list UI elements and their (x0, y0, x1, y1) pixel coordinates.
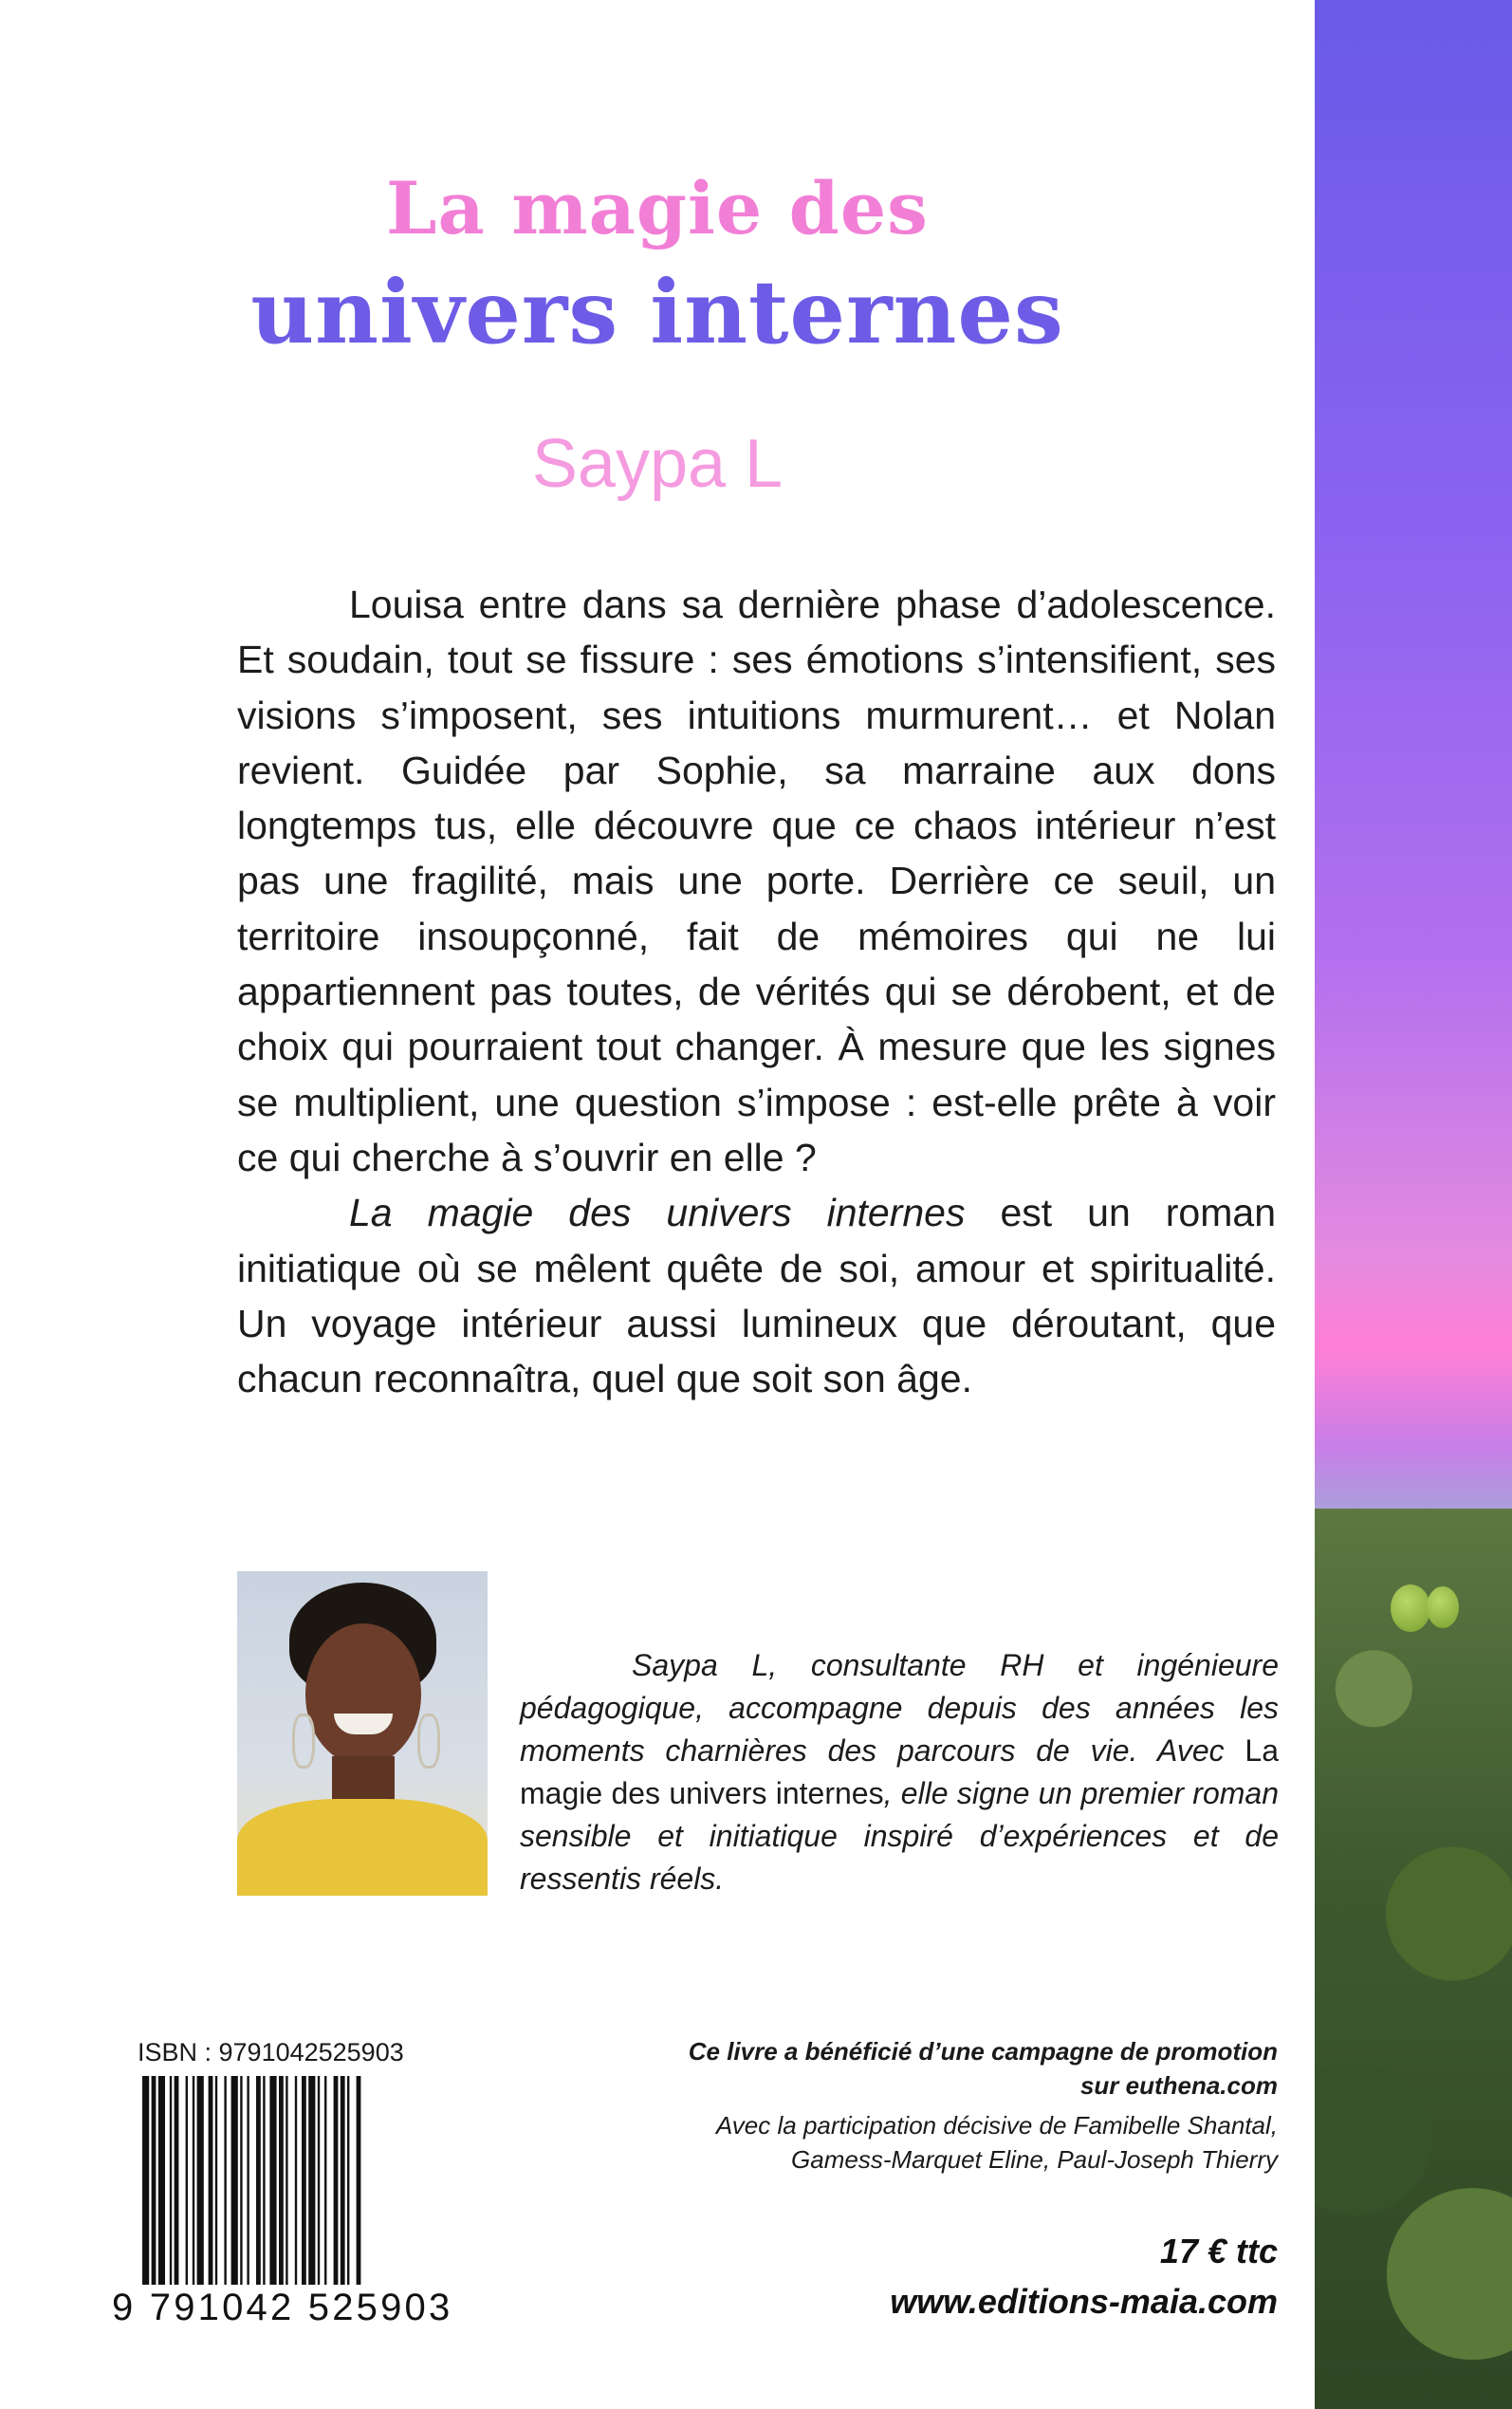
bio-part-2: , elle signe un premier roman sensible et initiatique inspiré d’expériences et de ressentis réels. (520, 1776, 1280, 1896)
bio-book-title: La magie des univers internes (520, 1733, 1279, 1810)
fruit-image (1427, 1586, 1459, 1628)
spine-artwork (1315, 0, 1512, 2409)
promo-line-2: sur euthena.com (1079, 2071, 1278, 2100)
synopsis-paragraph-1: Louisa entre dans sa dernière phase d’adolescence. Et soudain, tout se fissure : ses émotions s’intensifient, ses visions s’imposent, ses intuitions murmurent… et Nolan revient. Guidée par Sophie, sa marraine aux dons longtemps tus, elle découvre que ce chaos intérieur n’est pas une fragilité, mais une porte. Derrière ce seuil, un territoire insoupçonné, fait de mémoires qui ne lui appartiennent pas toutes, de vérités qui se dérobent, et de choix qui pourraient tout changer. À mesure que les signes se multiplient, une question s’impose : est-elle prête à voir ce qui cherche à s’ouvrir en elle ? (237, 583, 1276, 1179)
fruit-image (1391, 1584, 1430, 1632)
barcode-digits: 9 791042 525903 (112, 2287, 453, 2328)
isbn-label: ISBN : 9791042525903 (138, 2038, 404, 2066)
promo-line-4: Gamess-Marquet Eline, Paul-Joseph Thierry (791, 2145, 1278, 2174)
synopsis-paragraph-2-text: est un roman initiatique où se mêlent quête de soi, amour et spiritualité. Un voyage intérieur aussi lumineux que déroutant, que chacun reconnaîtra, quel que soit son âge. (237, 1191, 1276, 1401)
book-title-line2: univers internes (250, 261, 1064, 363)
synopsis-book-title: La magie des univers internes (349, 1191, 966, 1235)
synopsis-paragraph-2 (237, 1185, 1276, 1406)
price: 17 € ttc (1159, 2232, 1278, 2270)
publisher-website[interactable]: www.editions-maia.com (890, 2282, 1278, 2321)
author-name: Saypa L (531, 426, 784, 502)
author-photo (237, 1571, 488, 1896)
foliage-image (1315, 1509, 1512, 2409)
bio-part-1: Saypa L, consultante RH et ingénieure pédagogique, accompagne depuis des années les moments charnières des parcours de vie. Avec (520, 1648, 1279, 1768)
book-title-line1: La magie des (386, 166, 929, 250)
promo-block (614, 2034, 1278, 2177)
promo-line-3: Avec la participation décisive de Famibelle Shantal, (715, 2111, 1278, 2140)
author-bio (520, 1644, 1279, 1900)
author-bio-text (520, 1644, 1279, 1900)
synopsis (237, 577, 1276, 1406)
barcode (140, 2076, 434, 2308)
promo-line-1: Ce livre a bénéficié d’une campagne de promotion (688, 2037, 1278, 2066)
